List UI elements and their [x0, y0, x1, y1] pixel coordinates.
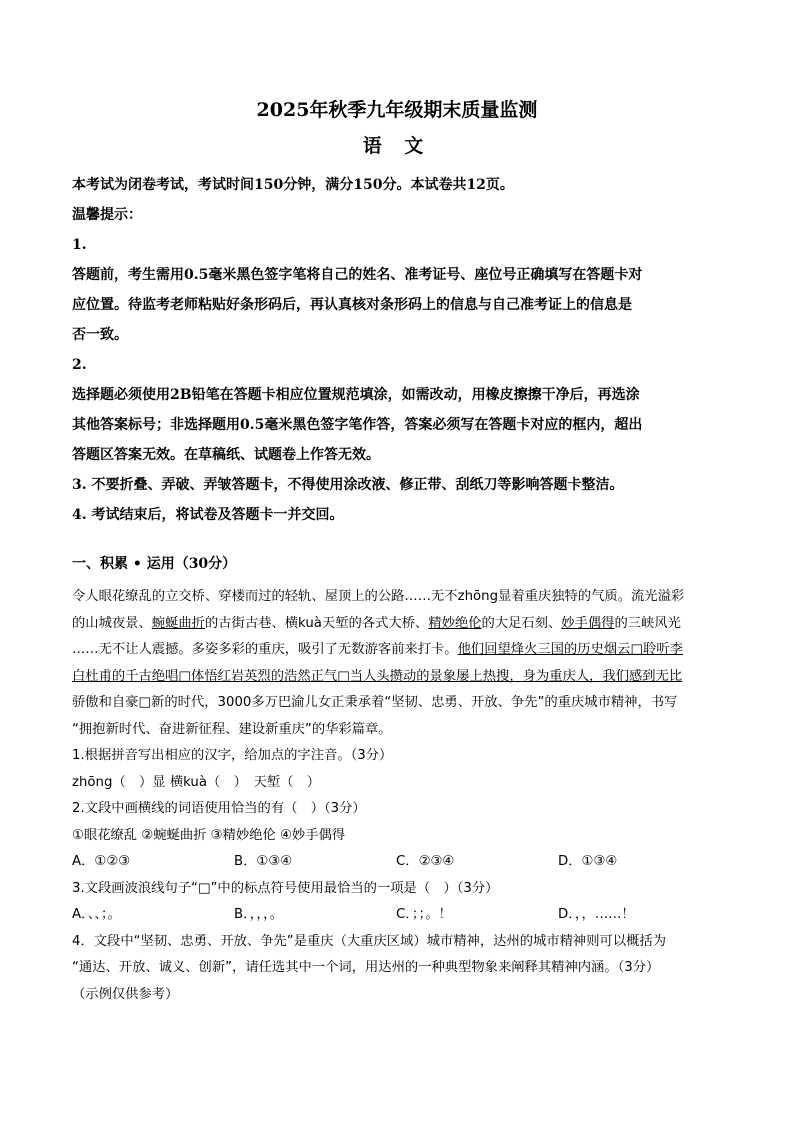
- underlined-term: 妙手偶得: [561, 615, 615, 631]
- option-c: C．；；。！: [396, 907, 452, 922]
- passage-line-1: 令人眼花缭乱的立交桥、穿楼而过的轻轨、屋顶上的公路……无不zhōng显着重庆独特的气质。流光溢彩: [72, 589, 685, 604]
- exam-notice: [72, 170, 722, 530]
- question-2-stem: 2.文段中画横线的词语使用恰当的有（ ）（3分）: [72, 801, 366, 816]
- question-4-line-1: 4．文段中“坚韧、忠勇、开放、争先”是重庆（大重庆区域）城市精神，达州的城市精神则可以概括为: [72, 933, 667, 949]
- question-1-stem: 1.根据拼音写出相应的汉字，给加点的字注音。（3分）: [72, 748, 393, 763]
- question-3-options: [72, 902, 722, 929]
- wavy-underlined-sentence: 他们回望烽火三国的历史烟云□聆听李: [457, 642, 683, 657]
- tip-4: 4. 考试结束后，将试卷及答题卡一并交回。: [72, 507, 344, 523]
- passage-text: 的三峡风光: [614, 615, 681, 631]
- option-a: A．、、；。: [72, 907, 121, 922]
- tip-1-line-2: 应位置。待监考老师粘贴好条形码后，再认真核对条形码上的信息与自己准考证上的信息是: [72, 297, 632, 313]
- option-b: B．，，，。: [234, 907, 284, 922]
- passage-line-5: 骄傲和自豪□新的时代，3000多万巴渝儿女正秉承着“坚韧、忠勇、开放、争先”的重庆城市精神，书写: [72, 695, 678, 710]
- passage-text: 的山城夜景、: [72, 615, 152, 631]
- question-4-line-2: “通达、开放、诚义、创新”，请任选其中一个词，用达州的一种典型物象来阐释其精神内涵。（3分）: [72, 960, 660, 975]
- tip-2-line-3: 答题区答案无效。在草稿纸、试题卷上作答无效。: [72, 447, 380, 463]
- passage-line-3: [72, 637, 722, 664]
- tip-1-line-1: 答题前，考生需用0.5毫米黑色签字笔将自己的姓名、准考证号、座位号正确填写在答题卡对: [72, 267, 643, 283]
- option-a: A．①②③: [72, 854, 131, 869]
- passage-line-4: [72, 664, 722, 691]
- option-b: B．①③④: [234, 854, 293, 869]
- option-c: C．②③④: [396, 854, 455, 869]
- passage-text: 的大足石刻、: [481, 615, 562, 631]
- tip-1-number: 1.: [72, 237, 87, 253]
- notice-intro: 本考试为闭卷考试，考试时间150分钟，满分150分。本试卷共12页。: [72, 177, 514, 193]
- tip-2-line-1: 选择题必须使用2B铅笔在答题卡相应位置规范填涂，如需改动，用橡皮擦擦干净后，再选涂: [72, 387, 640, 403]
- passage-text: 的古街古巷、横kuà天堑的各式大桥、: [204, 615, 429, 631]
- passage-line-2: [72, 611, 722, 638]
- question-2-options: [72, 849, 722, 876]
- question-2-items: ①眼花缭乱 ②蜿蜒曲折 ③精妙绝伦 ④妙手偶得: [72, 827, 346, 843]
- section-1-body: [72, 584, 722, 1008]
- passage-text: ……无不让人震撼。多姿多彩的重庆，吸引了无数游客前来打卡。: [72, 642, 458, 657]
- option-d: D．，，……！: [558, 907, 635, 922]
- question-3-stem: 3.文段画波浪线句子“□”中的标点符号使用最恰当的一项是（ ）（3分）: [72, 880, 499, 896]
- passage-line-6: “拥抱新时代、奋进新征程、建设新重庆”的华彩篇章。: [72, 721, 392, 737]
- tip-2-line-2: 其他答案标号；非选择题用0.5毫米黑色签字笔作答，答案必须写在答题卡对应的框内，超出: [72, 417, 643, 433]
- exam-title: 2025年秋季九年级期末质量监测: [256, 99, 538, 121]
- tip-1-line-3: 否一致。: [72, 327, 128, 343]
- option-d: D．①③④: [558, 854, 618, 869]
- tips-label: 温馨提示：: [72, 207, 142, 223]
- wavy-underlined-sentence: 白杜甫的千古绝唱□体悟红岩英烈的浩然正气□当人头攒动的景象屡上热搜，身为重庆人，我们感到无比: [72, 668, 683, 684]
- section-1-heading: 一、积累 • 运用（30分）: [72, 556, 237, 572]
- question-1-answer-line: zhōng（ ）显 横kuà（ ） 天堑（ ）: [72, 774, 321, 790]
- tip-2-number: 2.: [72, 357, 87, 373]
- reading-passage: [72, 584, 722, 743]
- tip-3: 3. 不要折叠、弄破、弄皱答题卡，不得使用涂改液、修正带、刮纸刀等影响答题卡整洁。: [72, 477, 624, 493]
- underlined-term: 精妙绝伦: [428, 615, 482, 631]
- underlined-term: 蜿蜒曲折: [151, 615, 205, 631]
- subject-title: 语 文: [362, 135, 432, 157]
- question-4-line-3: （示例仅供参考）: [72, 986, 179, 1002]
